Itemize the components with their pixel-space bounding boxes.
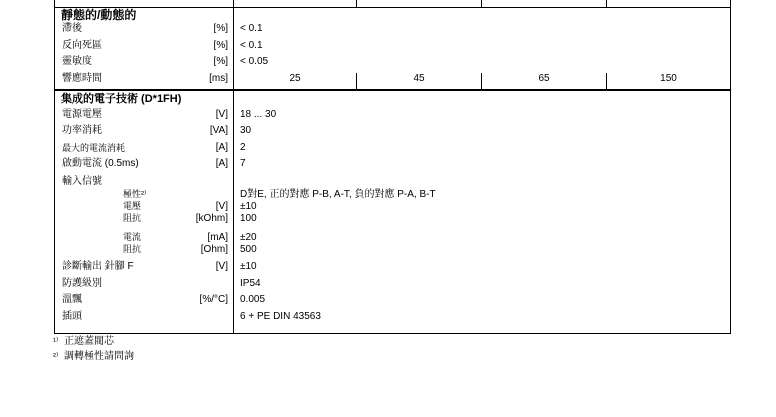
input-current-value: ±20 [240, 232, 257, 243]
response-time-value-2: 45 [413, 73, 425, 84]
response-time-value-3: 65 [538, 73, 550, 84]
row-unit-diagnostic-output: [V] [215, 261, 228, 272]
input-voltage-unit: [V] [215, 201, 228, 212]
response-time-value-4: 150 [660, 73, 677, 84]
response-time-value-1: 25 [289, 73, 301, 84]
column-divider [233, 0, 234, 334]
subcolumn-divider-1-top [356, 0, 357, 8]
input-current-label: 電流 [123, 232, 142, 242]
input-voltage-label: 電壓 [123, 201, 142, 211]
row-value-hysteresis: < 0.1 [240, 23, 263, 34]
input-polarity-label: 極性²⁾ [123, 189, 147, 199]
row-label-power-consumption: 功率消耗 [62, 125, 102, 136]
row-value-power-consumption: 30 [240, 125, 252, 136]
input-voltage-value: ±10 [240, 201, 257, 212]
row-unit-response-time: [ms] [209, 73, 228, 84]
row-value-temperature-drift: 0.005 [240, 294, 266, 305]
row-label-temperature-drift: 溫飄 [62, 294, 82, 305]
table-left-border [54, 0, 55, 334]
row-value-protection-class: IP54 [240, 278, 261, 289]
row-value-reversal: < 0.1 [240, 40, 263, 51]
input-voltage-impedance-value: 100 [240, 213, 257, 224]
section-title-electronics: 集成的電子技術 (D*1FH) [61, 93, 182, 105]
table-bottom-border [54, 333, 731, 334]
row-unit-supply-voltage: [V] [215, 109, 228, 120]
input-current-unit: [mA] [207, 232, 228, 243]
input-polarity-value: D對E, 正的對應 P-B, A-T, 負的對應 P-A, B-T [240, 189, 436, 200]
row-unit-inrush-current: [A] [215, 158, 228, 169]
row-label-connector: 插頭 [62, 311, 82, 322]
section-title-static: 靜態的/動態的 [61, 8, 137, 22]
row-unit-hysteresis: [%] [213, 23, 228, 34]
row-value-supply-voltage: 18 ... 30 [240, 109, 277, 120]
input-current-impedance-unit: [Ohm] [200, 244, 228, 255]
section-divider-middle [54, 89, 731, 91]
row-label-hysteresis: 滯後 [62, 23, 82, 34]
row-label-max-current: 最大的電流消耗 [62, 143, 126, 153]
row-label-reversal: 反向死區 [62, 40, 102, 51]
row-unit-temperature-drift: [%/°C] [199, 294, 228, 305]
subcolumn-divider-2-top [481, 0, 482, 8]
row-unit-reversal: [%] [213, 40, 228, 51]
row-value-connector: 6 + PE DIN 43563 [240, 311, 321, 322]
row-value-diagnostic-output: ±10 [240, 261, 257, 272]
input-current-impedance-value: 500 [240, 244, 257, 255]
input-current-impedance-label: 阻抗 [123, 244, 142, 254]
row-label-diagnostic-output: 診斷輸出 針腳 F [62, 261, 134, 272]
row-label-inrush-current: 啟動電流 (0.5ms) [62, 158, 139, 169]
table-right-border [730, 0, 731, 334]
footnote-1-mark: ¹⁾ [53, 336, 59, 346]
row-value-max-current: 2 [240, 142, 246, 153]
input-voltage-impedance-label: 阻抗 [123, 213, 142, 223]
row-unit-max-current: [A] [215, 142, 228, 153]
row-label-response-time: 響應時間 [62, 73, 102, 84]
footnote-1-text: 正遮蓋閥芯 [64, 336, 114, 347]
row-value-sensitivity: < 0.05 [240, 56, 269, 67]
section-divider-top [54, 7, 731, 8]
row-unit-power-consumption: [VA] [209, 125, 228, 136]
subcolumn-divider-3-top [606, 0, 607, 8]
footnote-2-text: 調轉極性請問詢 [64, 351, 134, 362]
row-label-protection-class: 防護級別 [62, 278, 102, 289]
footnote-2-mark: ²⁾ [53, 351, 59, 361]
row-value-inrush-current: 7 [240, 158, 246, 169]
row-unit-sensitivity: [%] [213, 56, 228, 67]
input-voltage-impedance-unit: [kOhm] [195, 213, 228, 224]
row-label-supply-voltage: 電源電壓 [62, 109, 102, 120]
row-label-sensitivity: 靈敏度 [62, 56, 92, 67]
row-label-input-signal: 輸入信號 [62, 176, 102, 187]
